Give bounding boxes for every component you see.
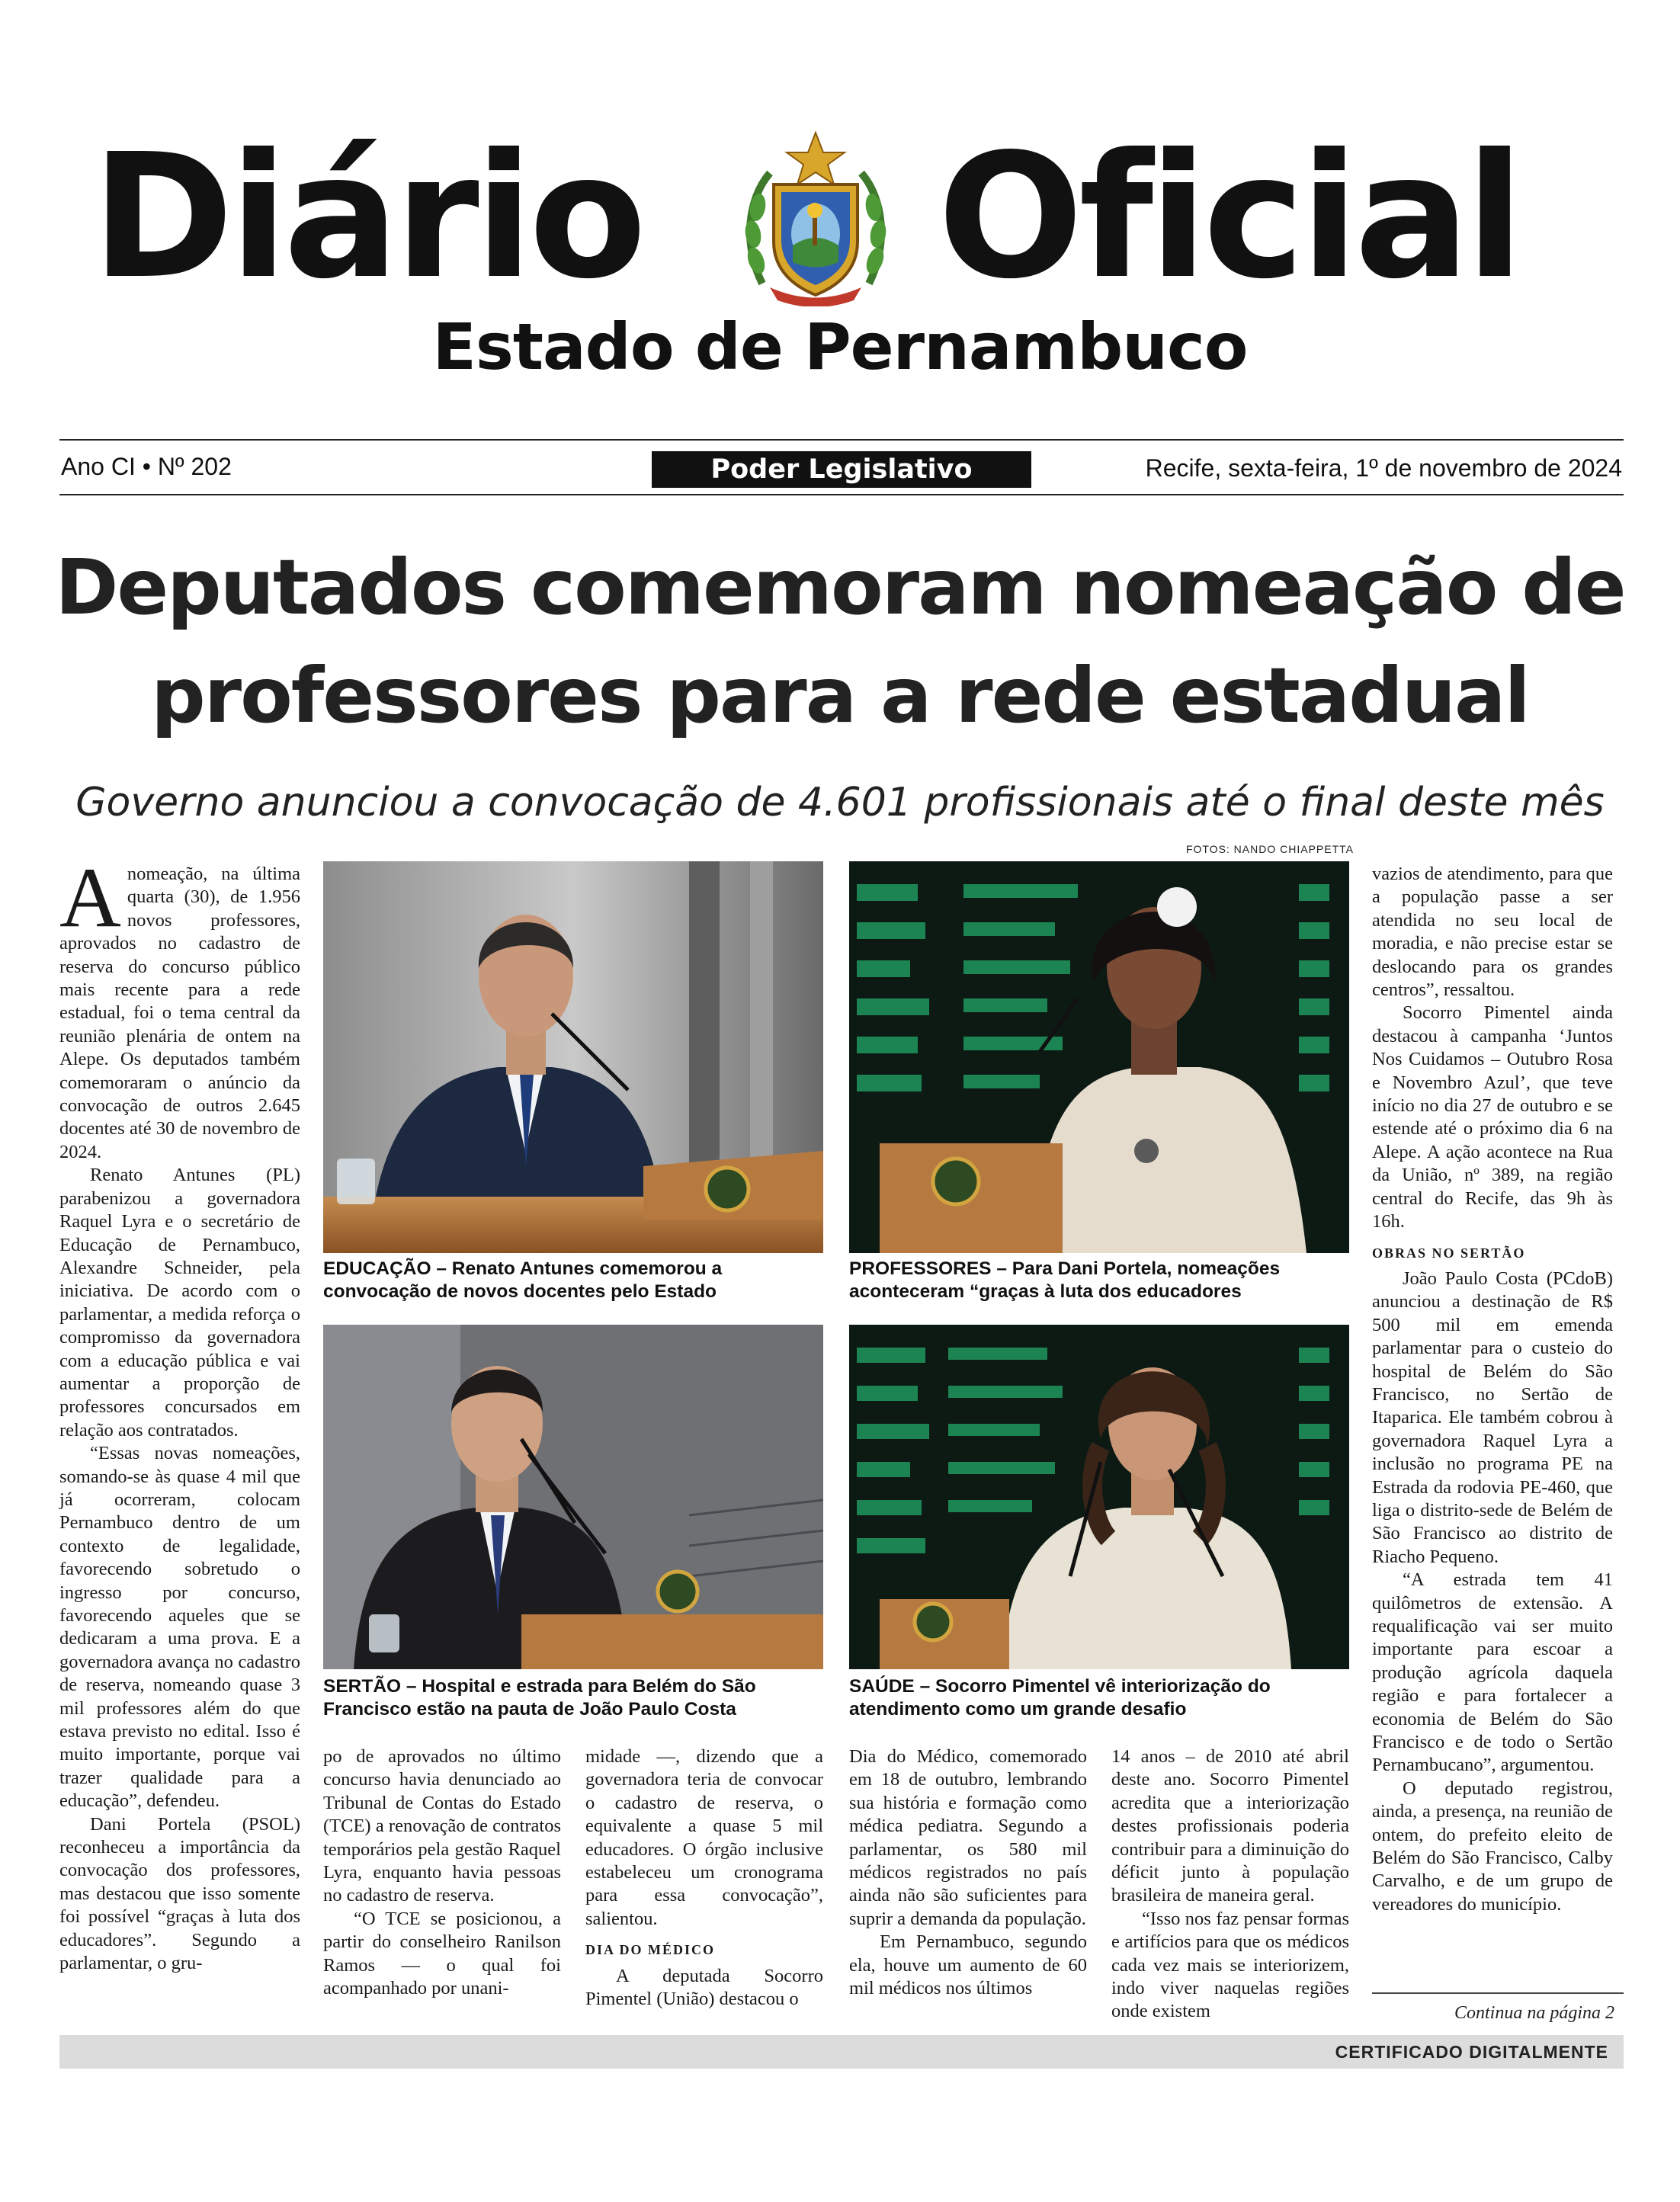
digital-certificate-label: CERTIFICADO DIGITALMENTE bbox=[1335, 2042, 1608, 2062]
article-column-2 bbox=[323, 1745, 561, 2000]
section-subhead: OBRAS NO SERTÃO bbox=[1372, 1245, 1526, 1261]
article-paragraph: 14 anos – de 2010 até abril deste ano. Socorro Pimentel acredita que a interiorização destes profissionais poderia contribuir para a diminuição do déficit junto à população brasileira de maneira geral. bbox=[1111, 1746, 1349, 1906]
article-column-4 bbox=[849, 1745, 1087, 2000]
article-paragraph: “Essas novas nomeações, somando-se às quase 4 mil que já ocorreram, colocam Pernambuco dentro de um contexto de legalidade, favorecendo sobretudo o ingresso por concurso, favorecendo aqueles que se dedicaram a uma prova. E a governadora avança no cadastro de reserva, nomeando quase 3 mil professores além do que estava previsto no edital. Isso é muito importante, porque vai trazer qualidade para a educação”, defendeu. bbox=[59, 1443, 300, 1812]
masthead-subtitle: Estado de Pernambuco bbox=[432, 309, 1248, 384]
article-paragraph: “A estrada tem 41 quilômetros de extensão. A requalificação vai ser muito importante para escoar a produção agrícola daquela região e para fortalecer a economia de Belém do São Francisco e de todo o Sertão Pernambucano”, argumentou. bbox=[1372, 1569, 1613, 1776]
section-subhead: DIA DO MÉDICO bbox=[585, 1942, 716, 1958]
continuation-link[interactable]: Continua na página 2 bbox=[1454, 2003, 1614, 2023]
photo-professores bbox=[849, 861, 1349, 1253]
article-paragraph: vazios de atendimento, para que a população passe a ser atendida no seu local de moradia, e não precise estar se deslocando para os grandes centros”, ressaltou. bbox=[1372, 864, 1613, 1001]
continuation-rule bbox=[1372, 1992, 1624, 1994]
masthead-title-left: Diário bbox=[91, 117, 643, 317]
photo-educacao bbox=[323, 861, 823, 1253]
article-column-3 bbox=[585, 1745, 823, 2011]
article-column-6 bbox=[1372, 863, 1613, 1916]
article-paragraph: Dani Portela (PSOL) reconheceu a importância da convocação dos professores, mas destacou que isso somente foi possível “graças à luta dos educadores”. Segundo a parlamentar, o gru- bbox=[59, 1813, 300, 1974]
footer-bar bbox=[59, 2035, 1624, 2069]
article-paragraph: Dia do Médico, comemorado em 18 de outubro, lembrando sua história e formação como médica pediatra. Segundo a parlamentar, os 580 mil médicos registrados no país ainda não são suficientes para suprir a demanda da população. bbox=[849, 1746, 1087, 1929]
article-paragraph: “O TCE se posicionou, a partir do conselheiro Ranilson Ramos — o qual foi acompanhado por unani- bbox=[323, 1908, 561, 1999]
article-paragraph: po de aprovados no último concurso havia denunciado ao Tribunal de Contas do Estado (TCE) a renovação de contratos temporários pela gestão Raquel Lyra, enquanto havia pessoas no cadastro de reserva. bbox=[323, 1746, 561, 1906]
masthead bbox=[0, 114, 1680, 389]
article-paragraph: “Isso nos faz pensar formas e artifícios para que os médicos cada vez mais se interiorizem, indo viver naquelas regiões onde existem bbox=[1111, 1908, 1349, 2022]
headline: Deputados comemoram nomeação de professores para a rede estadual bbox=[55, 543, 1625, 740]
publication-date: Recife, sexta-feira, 1º de novembro de 2024 bbox=[1145, 454, 1622, 482]
pernambuco-coat-of-arms-icon bbox=[739, 131, 892, 306]
article-paragraph: Renato Antunes (PL) parabenizou a governadora Raquel Lyra e o secretário de Educação de Pernambuco, Alexandre Schneider, pela iniciativa. De acordo com o parlamentar, a medida reforça o compromisso da governadora com a educação pública e vai aumentar a proporção de professores concursados em relação aos contratados. bbox=[59, 1165, 300, 1441]
article-paragraph: nomeação, na última quarta (30), de 1.956 novos professores, aprovados no cadastro de reserva do concurso público mais recente para a rede estadual, foi o tema central da reunião plenária de ontem na Alepe. Os deputados também comemoraram o anúncio da convocação de outros 2.645 docentes até 30 de novembro de 2024. bbox=[59, 864, 300, 1162]
deck: Governo anunciou a convocação de 4.601 profissionais até o final deste mês bbox=[75, 780, 1605, 825]
photo-caption-sertao: SERTÃO – Hospital e estrada para Belém do São Francisco estão na pauta de João Paulo Costa bbox=[323, 1676, 756, 1720]
photo-caption-educacao: EDUCAÇÃO – Renato Antunes comemorou a convocação de novos docentes pelo Estado bbox=[323, 1258, 723, 1302]
masthead-title-right: Oficial bbox=[938, 117, 1520, 317]
section-label: Poder Legislativo bbox=[652, 451, 1031, 488]
article-paragraph: O deputado registrou, ainda, a presença, na reunião de ontem, do prefeito eleito de Belém do São Francisco, Calby Carvalho, e de um grupo de vereadores do município. bbox=[1372, 1777, 1613, 1915]
article-paragraph: Socorro Pimentel ainda destacou à campanha ‘Juntos Nos Cuidamos – Outubro Rosa e Novembro Azul’, que teve início no dia 27 de outubro e se estende até o próximo dia 6 na Alepe. A ação acontece na Rua da União, nº 389, na região central do Recife, das 9h às 16h. bbox=[1372, 1002, 1613, 1232]
article-paragraph: midade —, dizendo que a governadora teria de convocar o cadastro de reserva, o equivalente a quase 5 mil educadores. O órgão inclusive estabeleceu um cronograma para essa convocação”, salientou. bbox=[585, 1746, 823, 1929]
dropcap: A bbox=[59, 851, 121, 945]
photo-caption-saude: SAÚDE – Socorro Pimentel vê interiorização do atendimento como um grande desafio bbox=[849, 1676, 1271, 1720]
photo-caption-professores: PROFESSORES – Para Dani Portela, nomeações aconteceram “graças à luta dos educadores bbox=[849, 1258, 1281, 1302]
article-column-1 bbox=[59, 851, 300, 1976]
article-paragraph: A deputada Socorro Pimentel (União) destacou o bbox=[585, 1965, 823, 2010]
info-bar-top-rule bbox=[59, 439, 1624, 441]
photo-sertao bbox=[323, 1325, 823, 1669]
info-bar-bottom-rule bbox=[59, 494, 1624, 495]
article-paragraph: Em Pernambuco, segundo ela, houve um aumento de 60 mil médicos nos últimos bbox=[849, 1931, 1087, 1999]
article-column-5 bbox=[1111, 1745, 1349, 2024]
article-paragraph: João Paulo Costa (PCdoB) anunciou a destinação de R$ 500 mil em emenda parlamentar para o custeio do hospital de Belém do São Francisco, no Sertão de Itaparica. Ele também cobrou à governadora Raquel Lyra a inclusão no programa PE na Estrada da rodovia PE-460, que liga o distrito-sede de Belém de São Francisco ao distrito de Riacho Pequeno. bbox=[1372, 1268, 1613, 1567]
photo-saude bbox=[849, 1325, 1349, 1669]
photo-credit: FOTOS: NANDO CHIAPPETTA bbox=[1185, 843, 1354, 855]
edition-number: Ano CI • Nº 202 bbox=[61, 453, 232, 480]
